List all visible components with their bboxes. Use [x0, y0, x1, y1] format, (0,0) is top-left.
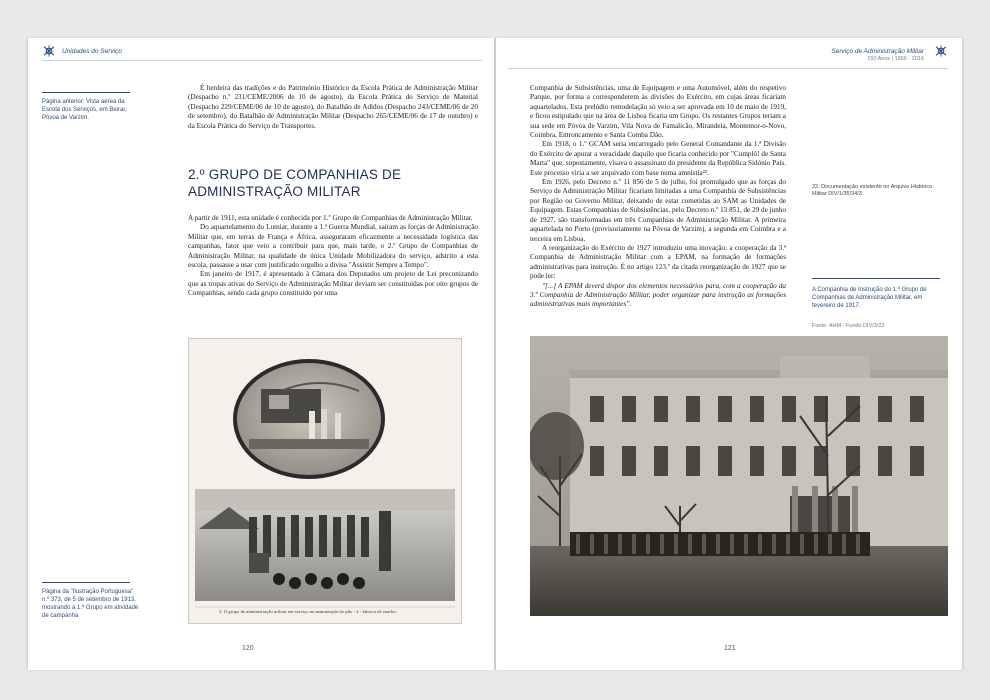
- side-note-rule: [42, 92, 130, 93]
- magazine-page-photo: [188, 338, 462, 624]
- side-note-magazine: Página da "Ilustração Portuguesa" n.º 373, de 5 de setembro de 1913, mostrando a 1.ª Grupo em atividade de campanha: [42, 589, 139, 619]
- block-quote: "[...] A EPAM deverá dispor dos elementos necessários para, com a cooperação da 3.ª Companhia de Administração Militar, poder organizar para instrução as formações administrativas mais importantes".: [530, 281, 786, 309]
- running-head: Serviço de Administração Militar: [831, 48, 924, 55]
- page-number: 121: [724, 645, 736, 652]
- intro-paragraph: É herdeira das tradições e do Património Histórico da Escola Prática de Administração Militar (Despacho n.º 231/CEME/2006 de 10 de agosto), da Escola Prática do Serviço de Material (Despacho 229/CEME/06 de 10 de agosto), do Batalhão de Adidos (Despacho 243/CEME/06 de 20 de setembro), do Batalhão de Administração Militar (Despacho 265/CEME/06 de 17 de outubro) e da Escola Prática do Serviço de Transportes.: [188, 84, 478, 130]
- running-subhead: 150 Anos | 1866 - 2016: [867, 56, 924, 62]
- right-page: [496, 38, 962, 670]
- army-emblem-icon: [42, 44, 56, 58]
- paragraph: Em 1926, pelo Decreto n.º 11 856 de 5 de julho, foi promulgado que as forças do Serviço de Administração Militar ficariam limitadas a uma Companhia de Subsistências por Região ou Governo Militar, deixando de estar cometidas ao SAM as Unidades de Equipagem. Estas Companhias de Subsistências, pelo Decreto n.º 13 851, de 29 de junho de 1927, são transformadas em três Companhias de Administração Militar. A primeira aquartelada no Porto (provisoriamente na Póvoa de Varzim), a segunda em Coimbra e a terceira em Lisboa.: [530, 178, 786, 243]
- paragraph: A partir de 1911, esta unidade é conhecida por 1.º Grupo de Companhias de Administração Militar.: [188, 214, 473, 222]
- page-number: 120: [242, 645, 254, 652]
- running-head: Unidades do Serviço: [62, 48, 122, 55]
- side-note-rule-bottom: [42, 582, 130, 583]
- body-text-right: [530, 84, 786, 310]
- paragraph: Do aquartelamento do Lumiar, durante a 1.ª Guerra Mundial, saíram as forças de Administração Militar que, em terras de França e África, asseguraram eficazmente a necessidade logística das campanhas, fator que veio a contribuir para que, mais tarde, o 2.º Grupo de Companhias de Administração Militar, na qualidade de única Unidade Mobilizadora do serviço, adstrito a esta escola, passasse a usar com justificado orgulho a divisa "Assistir Sempre a Tempo".: [188, 223, 478, 270]
- side-caption-rule: [812, 278, 940, 279]
- paragraph: Companhia de Subsistências, uma de Equipagem e uma Automóvel, além do respetivo Parque, por forma a corresponderem às divisões do Exército, em cujas áreas ficariam aquartelados. Esta prelúdio remodelação só veio a ser aprovada em 10 de maio de 1919, e ficou estipulado que na área de Lisboa ficaria um Grupo. Os restantes Grupos teriam a sua sede em Póvoa de Varzim, Vila Nova de Famalicão, Mirandela, Montemor-o-Novo, Coimbra, Entroncamento e Santa Comba Dão.: [530, 84, 786, 140]
- paragraph: Em 1918, o 1.º GCAM seria encarregado pelo General Comandante da 1.ª Divisão do Exército de apurar a veracidade daquilo que ficaria conhecido por "Cumpló! de Santa Marta" que, supostamente, visava o assassinato do presidente da República Sidónio Pais. Este processo viria a ser arquivado com base numa amnistia²².: [530, 140, 786, 177]
- magazine-illustration: [189, 339, 461, 623]
- side-caption: A Companhia de Instrução do 1.º Grupo de Companhias de Administração Militar, em fevereiro de 1917.: [812, 287, 927, 309]
- left-page: [28, 38, 494, 670]
- photo-credit: Fonte: AHM - Fundo DIV/3/23: [812, 323, 885, 329]
- header-rule: [508, 68, 948, 69]
- building-photo: [530, 336, 948, 616]
- paragraph: Em janeiro de 1917, é apresentado à Câmara dos Deputados um projeto de Lei preconizando que as tropas ativas do Serviço de Administração Militar deviam ser constituídas por oito grupos de Companhias, sendo cada grupo constituído por uma: [188, 270, 478, 298]
- body-text-left: [188, 214, 478, 299]
- header-rule: [42, 60, 482, 61]
- footnote: 22. Documentação existente no Arquivo Histórico Militar DIV/1/35/34/3.: [812, 184, 933, 197]
- troops-in-front-of-building-image: [530, 336, 948, 616]
- army-emblem-icon: [934, 44, 948, 58]
- paragraph: A reorganização do Exército de 1927 introduziu uma inovação: a cooperação da 3.ª Companhia de Administração Militar com a EPAM, na formação de formações administrativas para instrução. É no artigo 123.º da citada reorganização de 1927 que se pode ler:: [530, 243, 786, 281]
- photo-caption: 2. O grupo de administração militar em serviço na manutenção do pão - 4 - fabrico de rancho.: [219, 609, 398, 614]
- side-note-previous-page: Página anterior: Vista aérea da Escola dos Serviços, em Beirar, Póvoa de Varzim.: [42, 99, 127, 121]
- section-heading: 2.º GRUPO DE COMPANHIAS DE ADMINISTRAÇÃO MILITAR: [188, 167, 402, 199]
